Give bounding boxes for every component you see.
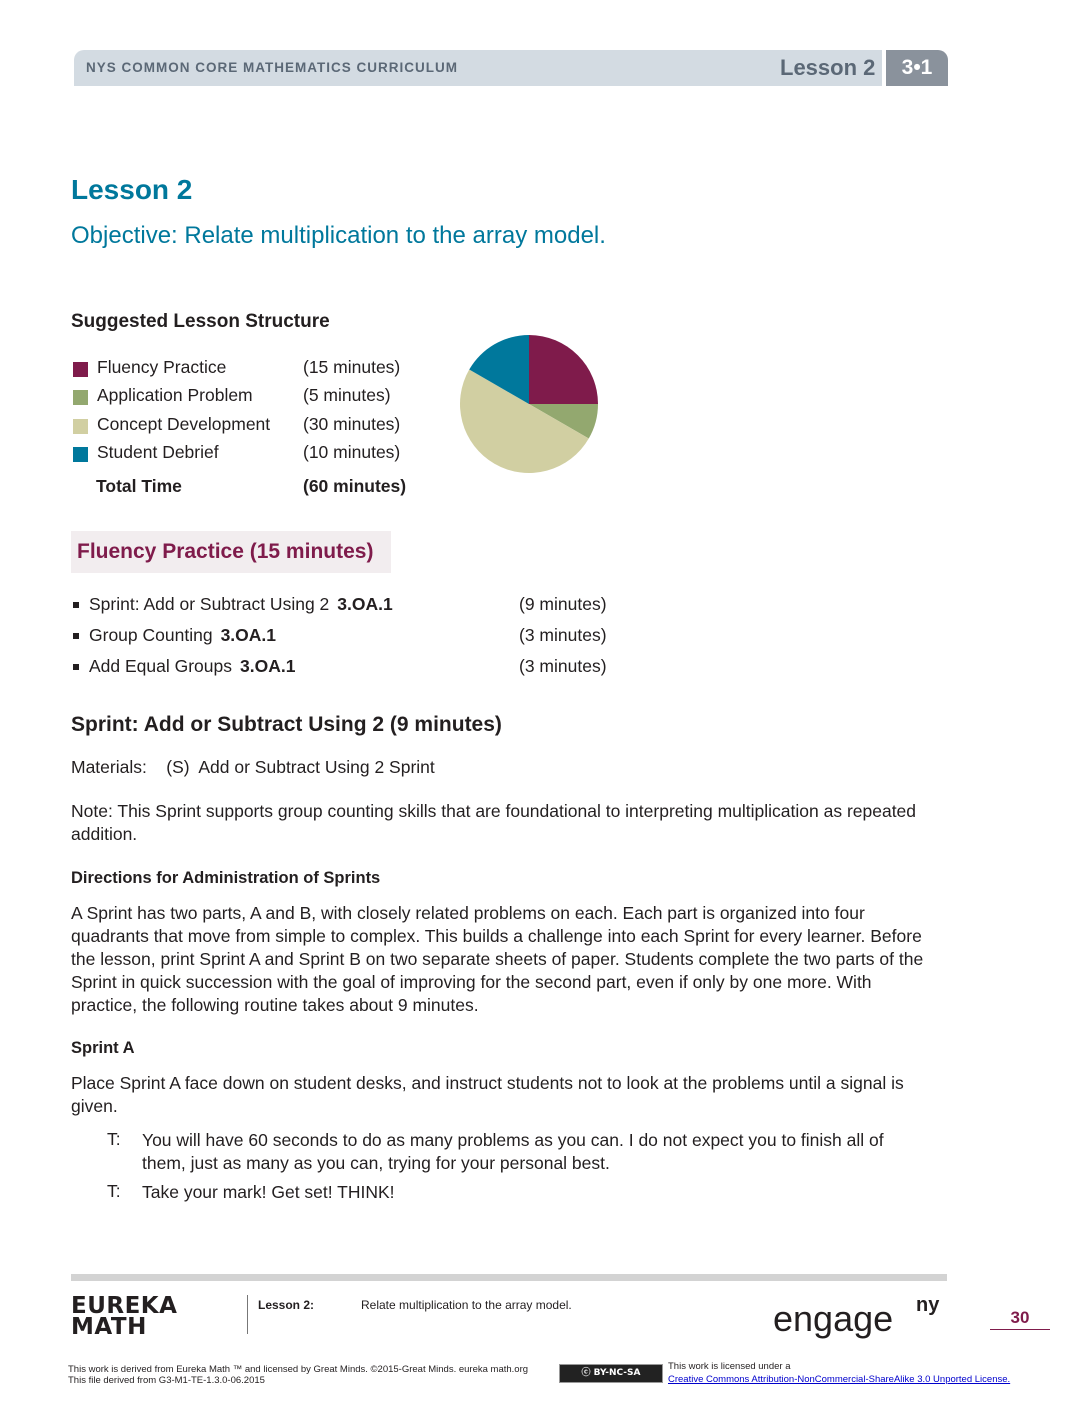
total-time-label: Total Time bbox=[96, 476, 182, 496]
fluency-item-time: (9 minutes) bbox=[519, 594, 607, 614]
fluency-item-standard: 3.OA.1 bbox=[337, 594, 393, 614]
bullet-icon bbox=[73, 602, 79, 608]
fluency-item-text: Add Equal Groups bbox=[89, 656, 233, 676]
dialogue-text: You will have 60 seconds to do as many problems as you can. I do not expect you to finish all of them, just as many as you can, trying for your personal best. bbox=[142, 1130, 884, 1173]
fluency-item bbox=[73, 625, 633, 649]
fluency-item-text: Group Counting bbox=[89, 625, 213, 645]
footer-lesson-objective: Relate multiplication to the array model. bbox=[361, 1298, 572, 1312]
pie-slice-fluency-practice bbox=[529, 335, 598, 404]
fluency-heading: Fluency Practice (15 minutes) bbox=[77, 540, 374, 563]
engage-ny-logo-superscript: ny bbox=[916, 1294, 940, 1316]
curriculum-title: NYS COMMON CORE MATHEMATICS CURRICULUM bbox=[86, 60, 458, 75]
bullet-icon bbox=[73, 633, 79, 639]
bullet-icon bbox=[73, 664, 79, 670]
sprint-heading: Sprint: Add or Subtract Using 2 (9 minutes) bbox=[71, 713, 502, 736]
sprint-a-paragraph: Place Sprint A face down on student desks, and instruct students not to look at the problems until a signal is given. bbox=[71, 1073, 904, 1116]
speaker-label: T: bbox=[107, 1129, 121, 1149]
legend-swatch bbox=[73, 362, 88, 377]
structure-item-name: Student Debrief bbox=[97, 442, 219, 462]
objective: Objective: Relate multiplication to the array model. bbox=[71, 222, 606, 249]
lesson-structure-pie-chart bbox=[458, 333, 600, 475]
derived-notice: This work is derived from Eureka Math ™ and licensed by Great Minds. ©2015-Great Minds. eureka math.org bbox=[68, 1364, 529, 1375]
legend-swatch bbox=[73, 447, 88, 462]
structure-item-name: Concept Development bbox=[97, 414, 271, 434]
structure-item-time: (30 minutes) bbox=[303, 414, 401, 434]
creative-commons-badge: ⓒ BY-NC-SA bbox=[559, 1364, 663, 1383]
header-lesson: Lesson 2 bbox=[780, 55, 876, 80]
fluency-item-standard: 3.OA.1 bbox=[220, 625, 277, 645]
footer-divider bbox=[247, 1295, 248, 1334]
note-paragraph: Note: This Sprint supports group counting skills that are foundational to interpreting multiplication as repeated addition. bbox=[71, 801, 917, 844]
eureka-math-logo: EUREKA MATH bbox=[71, 1293, 178, 1340]
footer-rule bbox=[71, 1274, 947, 1281]
module-badge: 3•1 bbox=[886, 50, 948, 86]
materials: Materials: (S) Add or Subtract Using 2 Sprint bbox=[71, 757, 435, 777]
fluency-item bbox=[73, 656, 633, 680]
footer-lesson-label: Lesson 2: bbox=[258, 1298, 315, 1312]
fluency-item-time: (3 minutes) bbox=[519, 625, 607, 645]
structure-item-time: (15 minutes) bbox=[303, 357, 401, 377]
legend-swatch bbox=[73, 419, 88, 434]
structure-item-name: Fluency Practice bbox=[97, 357, 227, 377]
structure-item-time: (10 minutes) bbox=[303, 442, 401, 462]
fluency-item bbox=[73, 594, 633, 618]
fluency-item-text: Sprint: Add or Subtract Using 2 bbox=[89, 594, 330, 614]
structure-item-name: Application Problem bbox=[97, 385, 253, 405]
engage-ny-logo: engage bbox=[773, 1298, 894, 1339]
speaker-label: T: bbox=[107, 1181, 121, 1201]
page-title: Lesson 2 bbox=[71, 174, 193, 205]
fluency-item-standard: 3.OA.1 bbox=[240, 656, 296, 676]
license-notice: This work is licensed under a bbox=[668, 1361, 791, 1372]
structure-heading: Suggested Lesson Structure bbox=[71, 311, 330, 332]
directions-paragraph: A Sprint has two parts, A and B, with closely related problems on each. Each part is organized into four quadrants that move from simple to complex. This builds a challenge into each Sprint for every learner. Before the lesson, print Sprint A and Sprint B on two separate sheets of paper. Students complete the two parts of the Sprint in quick succession with the goal of improving for the second part, even if only by one more. With practice, the following routine takes about 9 minutes. bbox=[71, 903, 924, 1015]
directions-heading: Directions for Administration of Sprints bbox=[71, 869, 381, 887]
sprint-a-heading: Sprint A bbox=[71, 1039, 135, 1057]
file-notice: This file derived from G3-M1-TE-1.3.0-06.2015 bbox=[68, 1375, 265, 1386]
fluency-item-time: (3 minutes) bbox=[519, 656, 607, 676]
license-link[interactable]: Creative Commons Attribution-NonCommercial-ShareAlike 3.0 Unported License. bbox=[668, 1374, 1011, 1385]
legend-swatch bbox=[73, 390, 88, 405]
structure-item-time: (5 minutes) bbox=[303, 385, 391, 405]
dialogue-text: Take your mark! Get set! THINK! bbox=[142, 1182, 395, 1202]
page-number: 30 bbox=[990, 1308, 1050, 1330]
total-time-value: (60 minutes) bbox=[303, 476, 407, 496]
